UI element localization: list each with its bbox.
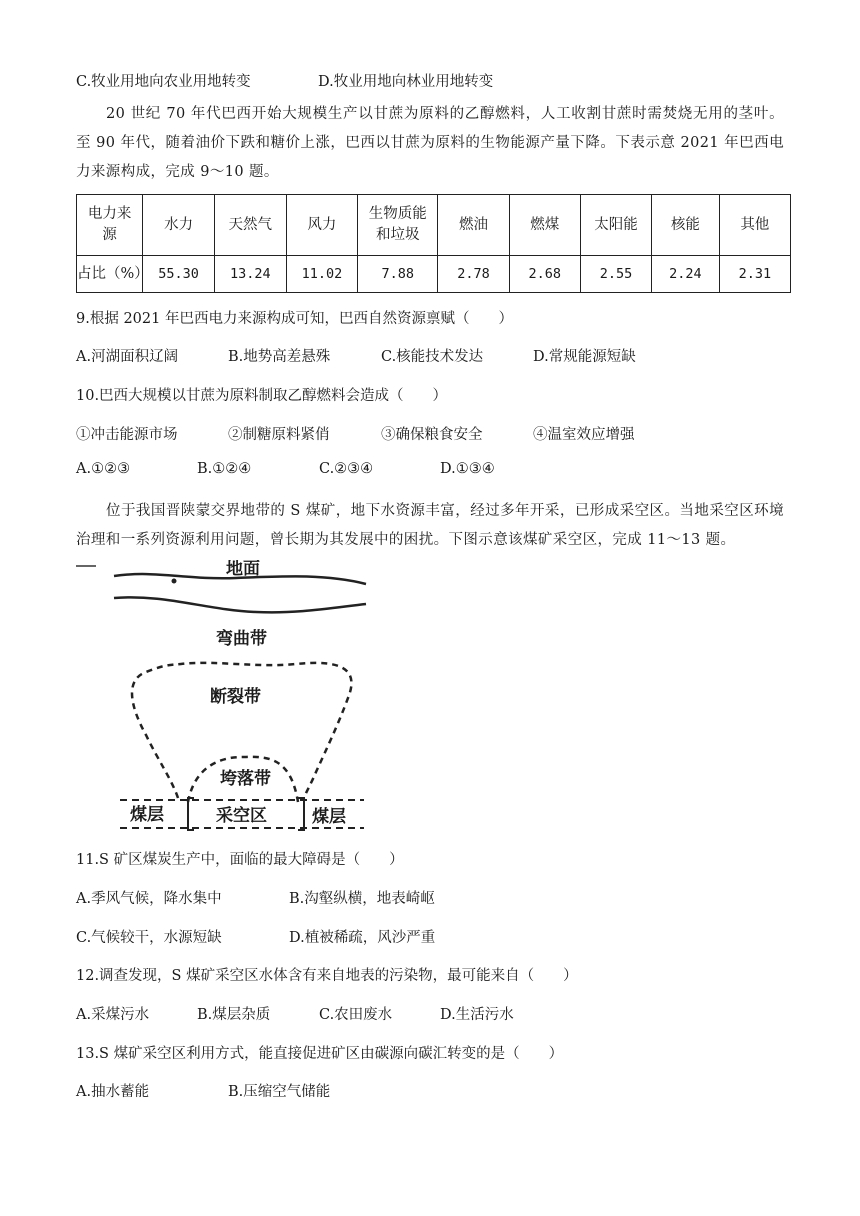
goaf-bracket-left [188, 798, 194, 830]
table-cell: 7.88 [358, 256, 438, 293]
label-fracture-zone: 断裂带 [210, 687, 261, 707]
q10-option-b: B.①②④ [197, 461, 252, 477]
table-cell: 13.24 [214, 256, 286, 293]
passage-mine [76, 497, 784, 555]
table-header-cell: 生物质能和垃圾 [358, 195, 438, 256]
q12-option-b: B.煤层杂质 [197, 1007, 271, 1023]
label-coal-seam-left: 煤层 [130, 805, 164, 825]
q13-stem: 13.S 煤矿采空区利用方式，能直接促进矿区由碳源向碳汇转变的是（ ） [76, 1046, 564, 1062]
table-cell: 2.31 [719, 256, 790, 293]
table-cell: 2.55 [580, 256, 651, 293]
q11-option-d: D.植被稀疏，风沙严重 [289, 930, 436, 946]
q9-stem: 9.根据 2021 年巴西电力来源构成可知，巴西自然资源禀赋（ ） [76, 311, 513, 327]
table-cell: 2.68 [509, 256, 580, 293]
q8-option-c: C.牧业用地向农业用地转变 [76, 74, 251, 90]
q10-statement-2: ②制糖原料紧俏 [228, 427, 330, 443]
table-row-label: 占比（%） [77, 256, 143, 293]
q10-statement-4: ④温室效应增强 [533, 427, 635, 443]
q13-option-b: B.压缩空气储能 [228, 1084, 331, 1100]
q10-stem: 10.巴西大规模以甘蔗为原料制取乙醇燃料会造成（ ） [76, 388, 448, 404]
q11-option-b: B.沟壑纵横，地表崎岖 [289, 891, 435, 907]
goaf-diagram-svg [76, 560, 376, 840]
label-bend-zone: 弯曲带 [216, 629, 267, 649]
q9-option-c: C.核能技术发达 [381, 349, 484, 365]
q12-option-a: A.采煤污水 [76, 1007, 150, 1023]
table-cell: 11.02 [286, 256, 358, 293]
table-header-cell: 其他 [719, 195, 790, 256]
q9-option-a: A.河湖面积辽阔 [76, 349, 179, 365]
table-header-cell: 水力 [143, 195, 215, 256]
table-cell: 55.30 [143, 256, 215, 293]
table-header-cell: 天然气 [214, 195, 286, 256]
bend-zone-line [114, 597, 366, 612]
q10-statement-3: ③确保粮食安全 [381, 427, 483, 443]
passage-mine-text: 位于我国晋陕蒙交界地带的 S 煤矿，地下水资源丰富，经过多年开采，已形成采空区。当地采空区环境治理和一系列资源利用问题，曾长期为其发展中的困扰。下图示意该煤矿采空区，完成 11～13 题。 [76, 503, 784, 548]
table-header-cell: 风力 [286, 195, 358, 256]
q10-statement-1: ①冲击能源市场 [76, 427, 178, 443]
goaf-bracket-right [298, 798, 304, 830]
q11-option-c: C.气候较干，水源短缺 [76, 930, 222, 946]
q11-stem: 11.S 矿区煤炭生产中，面临的最大障碍是（ ） [76, 852, 404, 868]
label-goaf: 采空区 [216, 806, 267, 826]
table-cell: 2.24 [652, 256, 719, 293]
q12-stem: 12.调查发现，S 煤矿采空区水体含有来自地表的污染物，最可能来自（ ） [76, 968, 578, 984]
electricity-source-table [76, 194, 791, 293]
ground-point-marker [172, 579, 177, 584]
q10-option-d: D.①③④ [440, 461, 495, 477]
passage-brazil [76, 100, 784, 187]
q10-option-a: A.①②③ [76, 461, 131, 477]
q12-option-d: D.生活污水 [440, 1007, 514, 1023]
table-header-label: 电力来源 [77, 195, 143, 256]
q13-option-a: A.抽水蓄能 [76, 1084, 150, 1100]
label-collapse-zone: 垮落带 [220, 769, 271, 789]
q12-option-c: C.农田废水 [319, 1007, 393, 1023]
table-header-cell: 核能 [652, 195, 719, 256]
goaf-diagram [76, 560, 376, 840]
table-header-row [77, 195, 791, 256]
table-header-cell: 燃油 [438, 195, 509, 256]
q8-option-d: D.牧业用地向林业用地转变 [318, 74, 494, 90]
label-ground: 地面 [226, 560, 260, 579]
table-cell: 2.78 [438, 256, 509, 293]
table-header-cell: 燃煤 [509, 195, 580, 256]
q10-option-c: C.②③④ [319, 461, 374, 477]
passage-brazil-text: 20 世纪 70 年代巴西开始大规模生产以甘蔗为原料的乙醇燃料，人工收割甘蔗时需焚烧无用的茎叶。至 90 年代，随着油价下跌和糖价上涨，巴西以甘蔗为原料的生物能源产量下降。下表示意 2021 年巴西电力来源构成，完成 9～10 题。 [76, 106, 784, 180]
label-coal-seam-right: 煤层 [312, 807, 346, 827]
table-header-cell: 太阳能 [580, 195, 651, 256]
table-value-row [77, 256, 791, 293]
q9-option-d: D.常规能源短缺 [533, 349, 636, 365]
q11-option-a: A.季风气候，降水集中 [76, 891, 222, 907]
q9-option-b: B.地势高差悬殊 [228, 349, 331, 365]
